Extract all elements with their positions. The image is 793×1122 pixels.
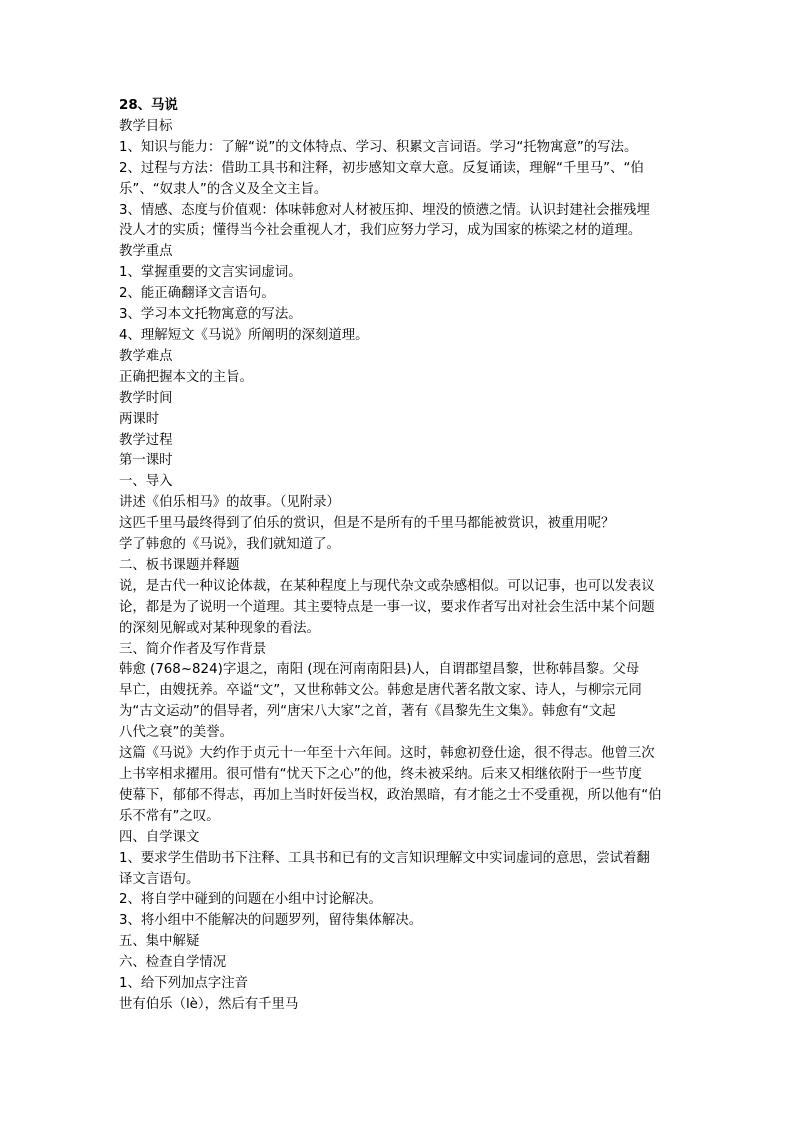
text-line: 1、要求学生借助书下注释、工具书和已有的文言知识理解文中实词虚词的意思，尝试着翻 — [119, 850, 650, 866]
text-line: 乐不常有”之叹。 — [119, 808, 220, 824]
text-line: 为“古文运动”的倡导者，列“唐宋八大家”之首，著有《昌黎先生文集》。韩愈有“文起 — [119, 704, 616, 720]
text-line: 的深刻见解或对某种现象的看法。 — [119, 620, 320, 636]
text-line: 2、过程与方法：借助工具书和注释，初步感知文章大意。反复诵读，理解“千里马”、“伯 — [119, 160, 644, 176]
text-line: 1、知识与能力：了解“说”的文体特点、学习、积累文言词语。学习“托物寓意”的写法。 — [119, 139, 638, 155]
text-line: 这篇《马说》大约作于贞元十一年至十六年间。这时，韩愈初登仕途，很不得志。他曾三次 — [119, 746, 655, 762]
text-line: 正确把握本文的主旨。 — [119, 369, 253, 385]
text-line: 一、导入 — [119, 474, 173, 490]
document-body — [119, 96, 679, 1016]
text-line: 使幕下，郁郁不得志，再加上当时奸佞当权，政治黑暗，有才能之士不受重视，所以他有“伯 — [119, 787, 662, 803]
text-line: 论，都是为了说明一个道理。其主要特点是一事一议，要求作者写出对社会生活中某个问题 — [119, 599, 655, 615]
text-line: 这匹千里马最终得到了伯乐的赏识，但是不是所有的千里马都能被赏识，被重用呢？ — [119, 516, 615, 532]
text-line: 八代之衰”的美誉。 — [119, 725, 234, 741]
text-line: 1、给下列加点字注音 — [119, 976, 249, 992]
text-line: 四、自学课文 — [119, 829, 200, 845]
text-line: 乐”、“奴隶人”的含义及全文主旨。 — [119, 181, 328, 197]
text-line: 世有伯乐（lè），然后有千里马 — [119, 996, 299, 1012]
text-line: 韩愈 (768~824)字退之，南阳 (现在河南南阳县)人，自谓郡望昌黎，世称韩昌黎。父母 — [119, 662, 640, 678]
text-line: 说，是古代一种议论体裁，在某种程度上与现代杂文或杂感相似。可以记事，也可以发表议 — [119, 578, 655, 594]
document-lines — [119, 117, 679, 1016]
document-title: 28、马说 — [119, 98, 178, 113]
text-line: 五、集中解疑 — [119, 934, 200, 950]
text-line: 六、检查自学情况 — [119, 955, 227, 971]
text-line: 2、将自学中碰到的问题在小组中讨论解决。 — [119, 892, 382, 908]
text-line: 4、理解短文《马说》所阐明的深刻道理。 — [119, 327, 369, 343]
text-line: 3、情感、态度与价值观：体味韩愈对人材被压抑、埋没的愤懑之情。认识封建社会摧残埋 — [119, 202, 650, 218]
text-line: 3、学习本文托物寓意的写法。 — [119, 307, 302, 323]
text-line: 学了韩愈的《马说》，我们就知道了。 — [119, 537, 340, 553]
text-line: 早亡，由嫂抚养。卒谥“文”，又世称韩文公。韩愈是唐代著名散文家、诗人，与柳宗元同 — [119, 683, 642, 699]
text-line: 教学时间 — [119, 390, 173, 406]
text-line: 二、板书课题并释题 — [119, 557, 240, 573]
text-line: 两课时 — [119, 411, 160, 427]
text-line: 教学难点 — [119, 348, 173, 364]
text-line: 教学过程 — [119, 432, 173, 448]
text-line: 3、将小组中不能解决的问题罗列，留待集体解决。 — [119, 913, 423, 929]
text-line: 教学重点 — [119, 244, 173, 260]
text-line: 讲述《伯乐相马》的故事。（见附录） — [119, 495, 340, 511]
text-line: 2、能正确翻译文言语句。 — [119, 286, 275, 302]
text-line: 上书宰相求擢用。很可惜有“忧天下之心”的他，终未被采纳。后来又相继依附于一些节度 — [119, 767, 642, 782]
text-line: 1、掌握重要的文言实词虚词。 — [119, 265, 302, 281]
text-line: 没人才的实质；懂得当今社会重视人才，我们应努力学习，成为国家的栋梁之材的道理。 — [119, 223, 642, 239]
text-line: 三、简介作者及写作背景 — [119, 641, 267, 657]
text-line: 第一课时 — [119, 453, 173, 469]
text-line: 教学目标 — [119, 118, 173, 134]
text-line: 译文言语句。 — [119, 871, 200, 887]
